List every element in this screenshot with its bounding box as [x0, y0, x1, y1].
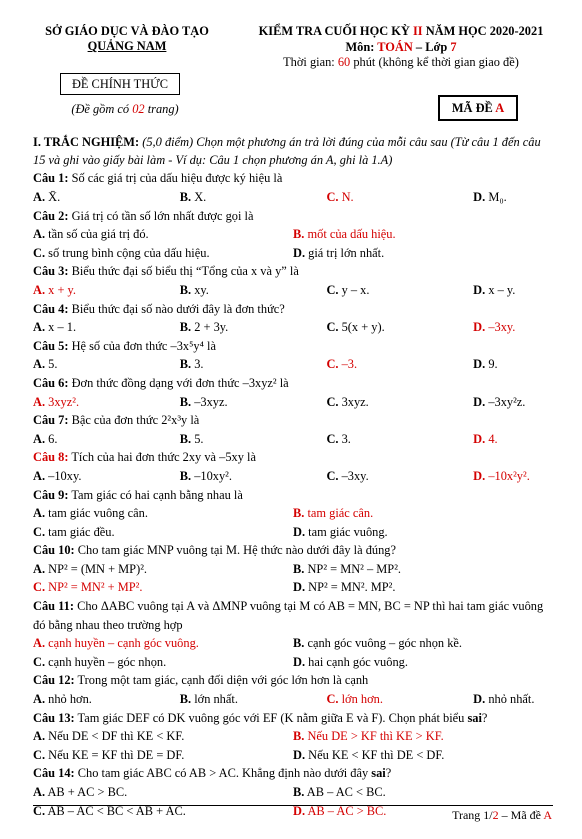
option-text: giá trị lớn nhất. — [308, 245, 385, 260]
answer-option — [473, 281, 553, 300]
answer-option — [293, 225, 553, 244]
question-list — [33, 169, 553, 820]
option-letter: B. — [293, 636, 305, 651]
option-text: cạnh huyền – góc nhọn. — [48, 654, 167, 669]
question-label: Câu 2: — [33, 208, 69, 223]
question — [33, 709, 553, 765]
option-letter: A. — [33, 431, 46, 446]
answer-option — [293, 504, 553, 523]
answer-option — [33, 653, 293, 672]
exam-title-term: II — [412, 24, 423, 38]
question-emphasis: sai — [371, 766, 386, 781]
option-letter: C. — [33, 524, 46, 539]
option-text: tam giác vuông. — [308, 524, 388, 539]
answer-option — [180, 281, 327, 300]
question-text: Giá trị có tần số lớn nhất được gọi là — [68, 208, 254, 223]
answer-option — [293, 746, 553, 765]
question-label: Câu 6: — [33, 375, 69, 390]
answer-option — [33, 560, 293, 579]
answer-option — [473, 430, 553, 449]
subject-name: TOÁN — [377, 39, 413, 54]
question — [33, 448, 553, 485]
option-text: Nếu DE > KF thì KE > KF. — [307, 729, 444, 744]
option-row — [33, 467, 553, 486]
question-stem — [33, 671, 553, 690]
option-letter: D. — [473, 282, 486, 297]
option-text: M₀. — [488, 190, 507, 204]
question-stem — [33, 262, 553, 281]
option-letter: B. — [179, 320, 192, 335]
answer-option — [33, 578, 293, 597]
option-text: AB – AC > BC. — [307, 803, 387, 818]
answer-option — [33, 634, 293, 653]
subject-pre: Môn: — [345, 39, 378, 54]
answer-option — [473, 467, 553, 486]
option-letter: B. — [179, 357, 192, 372]
question-label: Câu 1: — [33, 171, 69, 186]
option-letter: D. — [293, 580, 306, 595]
answer-option — [33, 467, 180, 486]
question — [33, 262, 553, 299]
question-text: Tam giác có hai cạnh bằng nhau là — [68, 487, 243, 502]
option-letter: C. — [326, 357, 339, 372]
option-letter: B. — [293, 785, 305, 799]
question-stem — [33, 300, 553, 319]
answer-option — [33, 355, 180, 374]
option-row — [33, 746, 553, 765]
option-row — [33, 783, 553, 802]
option-text: 6. — [48, 431, 58, 446]
option-text: x – y. — [488, 282, 516, 297]
answer-option — [326, 690, 473, 709]
answer-option — [33, 318, 180, 337]
answer-option — [33, 244, 293, 263]
question — [33, 486, 553, 542]
question-stem — [33, 486, 553, 505]
answer-option — [180, 430, 327, 449]
option-text: AB – AC < BC < AB + AC. — [47, 803, 186, 818]
question-label: Câu 4: — [33, 301, 69, 316]
answer-option — [180, 393, 327, 412]
exam-header — [236, 24, 566, 71]
option-row — [33, 188, 553, 207]
option-letter: B. — [179, 282, 192, 297]
option-letter: C. — [326, 431, 339, 446]
option-letter: B. — [293, 506, 305, 521]
question-text: Đơn thức đồng dạng với đơn thức –3xyz² là — [68, 375, 289, 390]
option-text: số trung bình cộng của dấu hiệu. — [48, 245, 210, 260]
exam-title-pre: KIỂM TRA CUỐI HỌC KỲ — [258, 24, 413, 38]
question-stem — [33, 541, 553, 560]
question-label: Câu 3: — [33, 264, 69, 279]
question-stem — [33, 709, 553, 728]
option-letter: A. — [33, 190, 46, 204]
option-letter: B. — [179, 468, 192, 483]
answer-option — [326, 430, 473, 449]
time-post: phút (không kể thời gian giao đề) — [350, 55, 519, 69]
question-stem — [33, 597, 553, 634]
option-text: tần số của giá trị đó. — [48, 227, 149, 242]
answer-option — [180, 355, 327, 374]
option-letter: B. — [179, 190, 192, 204]
question-text: Bậc của đơn thức 2²x³y là — [68, 413, 200, 428]
option-row — [33, 523, 553, 542]
department-name: SỞ GIÁO DỤC VÀ ĐÀO TẠO — [45, 24, 209, 38]
option-text: 5(x + y). — [341, 320, 385, 335]
question-stem — [33, 448, 553, 467]
question-text: Cho tam giác MNP vuông tại M. Hệ thức nào dưới đây là đúng? — [74, 543, 396, 558]
option-text: tam giác cân. — [307, 506, 374, 521]
question-label: Câu 5: — [33, 338, 69, 353]
option-letter: D. — [473, 190, 486, 204]
question-label: Câu 12: — [33, 673, 75, 688]
section-instructions: (5,0 điểm) Chọn một phương án trả lời đúng của mỗi câu sau (Từ câu 1 đến câu 15 và ghi vào giấy bài làm - Ví dụ: Câu 1 chọn phương án A, ghi là 1.A) — [33, 135, 541, 168]
option-text: NP² = MN². MP². — [308, 580, 396, 595]
exam-code: A — [495, 101, 505, 115]
question-text: Biểu thức đại số biểu thị “Tổng của x và y” là — [68, 264, 299, 279]
question — [33, 411, 553, 448]
option-text: cạnh góc vuông – góc nhọn kề. — [307, 636, 462, 651]
footer-code-pre: – Mã đề — [498, 808, 544, 822]
option-letter: A. — [33, 468, 46, 483]
time-line — [236, 55, 566, 71]
answer-option — [473, 690, 553, 709]
option-letter: D. — [293, 654, 306, 669]
option-text: hai cạnh góc vuông. — [308, 654, 408, 669]
option-letter: A. — [33, 282, 46, 297]
option-text: lớn nhất. — [194, 692, 238, 707]
time-minutes: 60 — [337, 55, 351, 69]
option-letter: D. — [473, 692, 486, 707]
option-text: N. — [341, 190, 354, 204]
page-footer — [452, 808, 552, 823]
option-text: –3xy. — [341, 468, 369, 483]
department-header — [22, 24, 232, 54]
answer-option — [473, 393, 553, 412]
option-row — [33, 653, 553, 672]
option-text: NP² = (MN + MP)². — [48, 561, 148, 576]
subject-line — [236, 40, 566, 56]
pages-note — [50, 102, 200, 117]
option-text: Nếu KE = KF thì DE = DF. — [48, 747, 185, 762]
answer-option — [293, 560, 553, 579]
answer-option — [33, 690, 180, 709]
question-text-end: ? — [385, 766, 392, 781]
answer-option — [293, 783, 553, 802]
question — [33, 207, 553, 263]
answer-option — [293, 578, 553, 597]
option-letter: A. — [33, 227, 46, 242]
pages-note-pre: (Đề gồm có — [71, 102, 133, 116]
province-name: QUẢNG NAM — [87, 39, 167, 53]
option-text: 4. — [488, 431, 498, 446]
option-letter: C. — [33, 245, 46, 260]
answer-option — [33, 430, 180, 449]
question-text: Tam giác DEF có DK vuông góc với EF (K nằm giữa E và F). Chọn phát biểu — [74, 710, 468, 725]
option-row — [33, 281, 553, 300]
answer-option — [33, 393, 180, 412]
question-text: Cho ΔABC vuông tại A và ΔMNP vuông tại M có AB = MN, BC = NP thì hai tam giác vuông đó bằng nhau theo trường hợp — [33, 599, 544, 632]
question — [33, 300, 553, 337]
subject-post: – Lớp — [412, 39, 451, 54]
option-text: NP² = MN² – MP². — [307, 561, 402, 576]
section-title: I. TRẮC NGHIỆM: — [33, 135, 140, 149]
option-letter: C. — [33, 654, 46, 669]
option-text: x + y. — [48, 282, 77, 297]
option-letter: C. — [326, 394, 339, 409]
option-row — [33, 244, 553, 263]
option-text: xy. — [194, 282, 209, 297]
option-letter: C. — [33, 747, 46, 762]
question-emphasis: sai — [467, 710, 482, 725]
option-text: X. — [194, 190, 207, 204]
question-stem — [33, 411, 553, 430]
question — [33, 541, 553, 597]
option-text: 5. — [48, 357, 58, 372]
answer-option — [180, 318, 327, 337]
option-letter: C. — [326, 190, 339, 204]
answer-option — [326, 281, 473, 300]
option-letter: D. — [293, 803, 306, 818]
option-text: 3. — [194, 357, 204, 372]
answer-option — [180, 690, 327, 709]
answer-option — [293, 244, 553, 263]
question — [33, 374, 553, 411]
option-text: 3. — [341, 431, 351, 446]
question-stem — [33, 207, 553, 226]
option-letter: C. — [326, 692, 339, 707]
question-stem — [33, 764, 553, 783]
option-letter: A. — [33, 357, 46, 372]
answer-option — [326, 188, 473, 207]
question-label: Câu 10: — [33, 543, 75, 558]
option-text: –10x²y². — [488, 468, 530, 483]
option-letter: D. — [473, 357, 486, 372]
option-row — [33, 225, 553, 244]
option-text: –10xy. — [48, 468, 82, 483]
question-label: Câu 13: — [33, 710, 75, 725]
question — [33, 597, 553, 671]
option-letter: B. — [179, 692, 192, 707]
option-row — [33, 578, 553, 597]
answer-option — [33, 504, 293, 523]
footer-page-pre: Trang 1/ — [452, 808, 493, 822]
option-letter: A. — [33, 320, 46, 335]
question-label: Câu 14: — [33, 766, 75, 781]
option-letter: B. — [293, 561, 305, 576]
answer-option — [326, 355, 473, 374]
option-row — [33, 504, 553, 523]
option-text: 2 + 3y. — [194, 320, 229, 335]
option-text: mốt của dấu hiệu. — [307, 227, 396, 242]
option-text: 9. — [488, 357, 498, 372]
option-row — [33, 727, 553, 746]
exam-content — [33, 133, 553, 820]
option-text: 3xyz². — [48, 394, 80, 409]
answer-option — [180, 467, 327, 486]
answer-option — [293, 727, 553, 746]
answer-option — [473, 318, 553, 337]
question-stem — [33, 169, 553, 188]
section-intro — [33, 133, 553, 169]
answer-option — [33, 523, 293, 542]
option-letter: D. — [473, 468, 486, 483]
option-letter: D. — [293, 245, 306, 260]
answer-option — [326, 393, 473, 412]
question — [33, 671, 553, 708]
option-letter: C. — [326, 282, 339, 297]
option-text: nhỏ nhất. — [488, 692, 535, 707]
answer-option — [473, 188, 553, 207]
option-text: –3xy²z. — [488, 394, 526, 409]
option-text: x – 1. — [48, 320, 77, 335]
answer-option — [180, 188, 327, 207]
question-text: Trong một tam giác, cạnh đối diện với góc lớn hơn là cạnh — [74, 673, 369, 688]
option-text: tam giác đều. — [48, 524, 115, 539]
option-row — [33, 634, 553, 653]
option-letter: C. — [326, 468, 339, 483]
question-label: Câu 7: — [33, 413, 69, 428]
option-letter: B. — [179, 394, 192, 409]
option-letter: C. — [326, 320, 339, 335]
question-stem — [33, 337, 553, 356]
answer-option — [473, 355, 553, 374]
question-stem — [33, 374, 553, 393]
option-text: AB + AC > BC. — [47, 785, 128, 799]
pages-note-count: 02 — [132, 102, 145, 116]
option-text: lớn hơn. — [341, 692, 383, 707]
subject-grade: 7 — [450, 39, 457, 54]
option-row — [33, 560, 553, 579]
option-letter: A. — [33, 729, 46, 744]
answer-option — [33, 746, 293, 765]
answer-option — [293, 634, 553, 653]
option-letter: D. — [293, 747, 306, 762]
option-letter: D. — [473, 431, 486, 446]
question-text: Số các giá trị của dấu hiệu được ký hiệu là — [68, 171, 283, 186]
option-text: X̄. — [48, 190, 61, 204]
question-text: Cho tam giác ABC có AB > AC. Khẳng định nào dưới đây — [74, 766, 372, 781]
option-text: NP² = MN² + MP². — [48, 580, 143, 595]
option-text: Nếu KE < KF thì DE < DF. — [308, 747, 445, 762]
footer-divider — [33, 805, 553, 806]
question-label: Câu 9: — [33, 487, 69, 502]
pages-note-post: trang) — [144, 102, 179, 116]
question-label: Câu 11: — [33, 599, 74, 614]
option-text: AB – AC < BC. — [306, 785, 386, 799]
question-text: Biểu thức đại số nào dưới đây là đơn thức? — [68, 301, 285, 316]
option-text: Nếu DE < DF thì KE < KF. — [48, 729, 185, 744]
option-text: –3. — [341, 357, 358, 372]
option-text: nhỏ hơn. — [48, 692, 92, 707]
option-row — [33, 690, 553, 709]
option-text: y – x. — [341, 282, 370, 297]
option-text: 3xyz. — [341, 394, 369, 409]
footer-code: A — [543, 808, 552, 822]
question-text: Tích của hai đơn thức 2xy và –5xy là — [68, 450, 256, 465]
question — [33, 169, 553, 206]
answer-option — [293, 653, 553, 672]
option-row — [33, 355, 553, 374]
exam-code-pre: MÃ ĐỀ — [451, 101, 496, 115]
option-letter: D. — [293, 524, 306, 539]
option-text: 5. — [194, 431, 204, 446]
exam-code-badge — [438, 95, 518, 121]
option-letter: A. — [33, 692, 46, 707]
official-badge: ĐỀ CHÍNH THỨC — [60, 73, 180, 95]
option-letter: D. — [473, 394, 486, 409]
option-letter: A. — [33, 636, 46, 651]
answer-option — [33, 783, 293, 802]
option-letter: A. — [33, 785, 46, 799]
option-row — [33, 430, 553, 449]
answer-option — [33, 225, 293, 244]
answer-option — [326, 318, 473, 337]
answer-option — [33, 281, 180, 300]
option-text: –3xy. — [488, 320, 516, 335]
option-text: cạnh huyền – cạnh góc vuông. — [48, 636, 199, 651]
question — [33, 337, 553, 374]
question-text-end: ? — [481, 710, 488, 725]
option-letter: D. — [473, 320, 486, 335]
footer-page-total: 2 — [492, 808, 499, 822]
answer-option — [326, 467, 473, 486]
option-letter: C. — [33, 803, 46, 818]
option-letter: A. — [33, 394, 46, 409]
question-text: Hệ số của đơn thức –3x⁵y⁴ là — [68, 338, 216, 353]
answer-option — [33, 188, 180, 207]
option-letter: B. — [293, 227, 305, 242]
option-letter: B. — [179, 431, 192, 446]
time-pre: Thời gian: — [283, 55, 338, 69]
exam-title — [236, 24, 566, 40]
option-text: –10xy². — [194, 468, 232, 483]
answer-option — [293, 523, 553, 542]
option-letter: A. — [33, 506, 46, 521]
option-row — [33, 318, 553, 337]
option-letter: C. — [33, 580, 46, 595]
option-text: tam giác vuông cân. — [48, 506, 148, 521]
option-letter: B. — [293, 729, 305, 744]
answer-option — [33, 727, 293, 746]
option-row — [33, 393, 553, 412]
option-letter: A. — [33, 561, 46, 576]
option-text: –3xyz. — [194, 394, 228, 409]
exam-title-post: NĂM HỌC 2020-2021 — [422, 24, 544, 38]
question-label: Câu 8: — [33, 450, 69, 465]
